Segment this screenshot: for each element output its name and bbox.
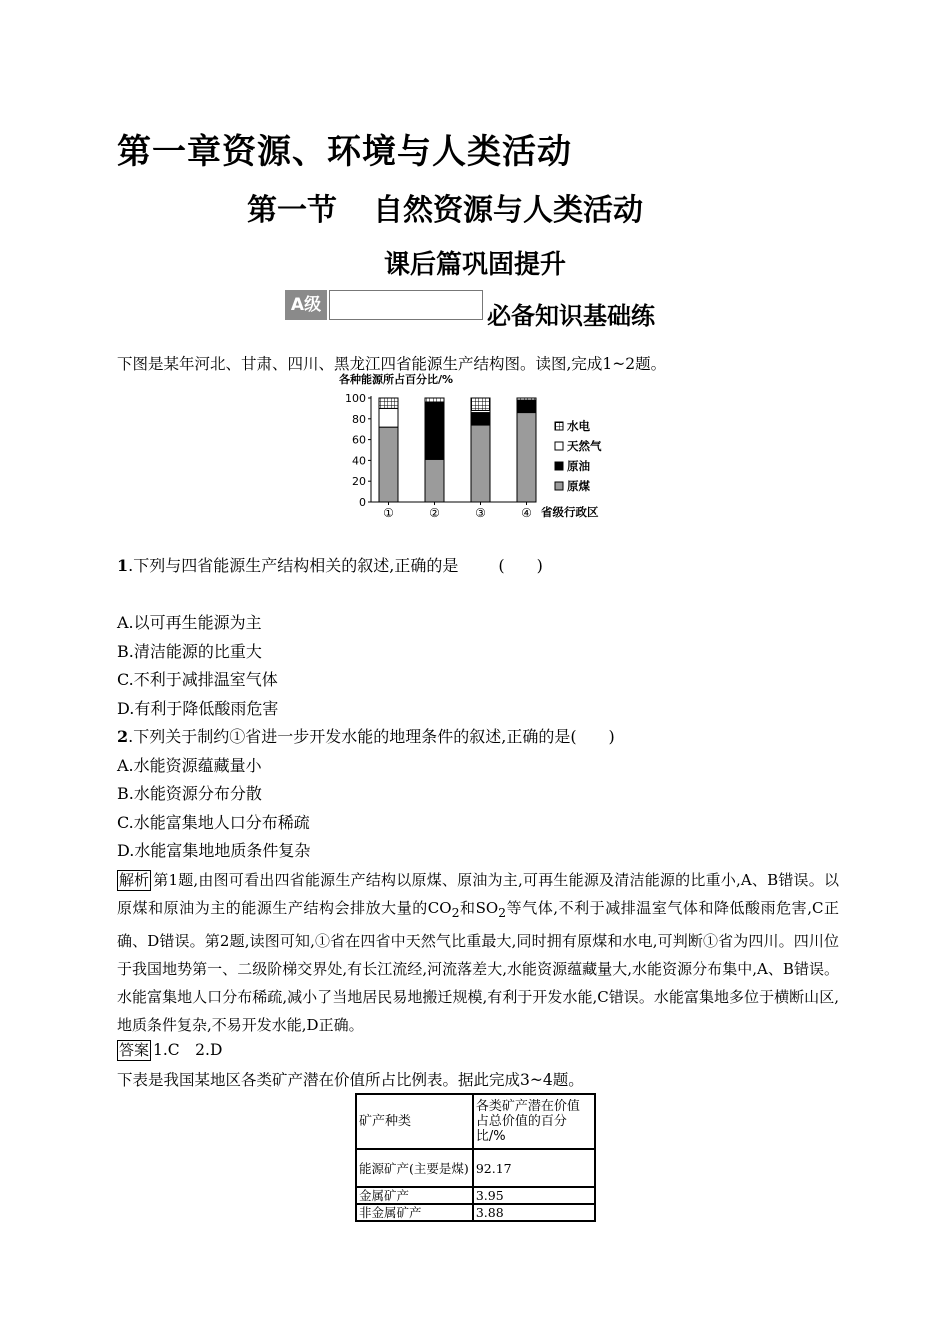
section-name: 自然资源与人类活动 — [373, 193, 643, 228]
level-badge: A级 — [285, 290, 327, 320]
bar-segment — [379, 427, 398, 502]
table-cell: 金属矿产 — [356, 1187, 473, 1204]
legend-label: 原煤 — [567, 479, 590, 493]
legend-label: 水电 — [567, 419, 590, 433]
table-cell: 92.17 — [473, 1149, 595, 1187]
table-row — [356, 1187, 595, 1204]
x-tick-label: ② — [429, 506, 440, 520]
table-row — [356, 1204, 595, 1221]
legend-label: 原油 — [567, 459, 590, 473]
table-header-cell: 各类矿产潜在价值占总价值的百分比/% — [473, 1094, 595, 1149]
legend-label: 天然气 — [567, 439, 602, 453]
answer-text: 1.C 2.D — [153, 1041, 223, 1059]
table-row — [356, 1149, 595, 1187]
analysis-sub-2: 2 — [498, 905, 507, 920]
analysis-text-3: 等气体,不利于减排温室气体和降低酸雨危害,C正确、D错误。第2题,读图可知,①省在四省中天然气比重最大,同时拥有原煤和水电,可判断①省为四川。四川位于我国地势第一、二级阶梯交界处,有长江流经,河流落差大,水能资源蕴藏量大,水能资源分布集中,A、B错误。水能富集地人口分布稀疏,减小了当地居民易地搬迁规模,有利于开发水能,C错误。水能富集地多位于横断山区,地质条件复杂,不易开发水能,D正确。 — [117, 899, 839, 1034]
y-tick-label: 100 — [345, 392, 366, 405]
chart-xlabel: 省级行政区 — [541, 505, 599, 519]
legend-swatch — [555, 442, 563, 450]
x-tick-label: ③ — [475, 506, 486, 520]
question-1-number: 1 — [117, 556, 129, 575]
q1-option-c[interactable]: C.不利于减排温室气体 — [117, 670, 278, 689]
q1-option-a[interactable]: A.以可再生能源为主 — [117, 613, 262, 632]
x-tick-label: ④ — [521, 506, 532, 520]
table-cell: 非金属矿产 — [356, 1204, 473, 1221]
legend-swatch — [555, 482, 563, 490]
table-cell: 3.95 — [473, 1187, 595, 1204]
intro-text-2: 下表是我国某地区各类矿产潜在价值所占比例表。据此完成3~4题。 — [117, 1071, 584, 1089]
question-1 — [117, 553, 543, 576]
q2-option-b[interactable]: B.水能资源分布分散 — [117, 784, 262, 803]
analysis-text-1: 第1题,由图可看出四省能源生产结构以原煤、原油为主,可再生能源及清洁能源的比重小,A、B错误。以原煤和原油为主的能源生产结构会排放大量的CO — [117, 871, 839, 917]
bar-segment — [471, 413, 490, 425]
bar-segment — [425, 398, 444, 402]
level-blank-box — [329, 290, 483, 320]
analysis-tag: 解析 — [119, 871, 150, 889]
bar-segment — [517, 413, 536, 502]
table-cell: 能源矿产(主要是煤) — [356, 1149, 473, 1187]
legend-swatch — [555, 422, 563, 430]
analysis-block — [117, 866, 839, 1039]
level-title: 必备知识基础练 — [487, 302, 655, 330]
q1-option-b[interactable]: B.清洁能源的比重大 — [117, 642, 262, 661]
y-tick-label: 0 — [359, 496, 366, 509]
q2-option-a[interactable]: A.水能资源蕴藏量小 — [117, 756, 262, 775]
section-title — [247, 185, 643, 229]
q1-option-d[interactable]: D.有利于降低酸雨危害 — [117, 699, 279, 718]
energy-chart — [335, 370, 625, 522]
bar-segment — [425, 402, 444, 459]
bar-segment — [379, 408, 398, 427]
bar-segment — [517, 398, 536, 400]
table-header-cell: 矿产种类 — [356, 1094, 473, 1149]
table-header-row — [356, 1094, 595, 1149]
y-tick-label: 40 — [352, 454, 366, 468]
answer-line — [117, 1038, 222, 1061]
bar-segment — [379, 398, 398, 408]
table-cell: 3.88 — [473, 1204, 595, 1221]
analysis-sub-1: 2 — [451, 905, 460, 920]
section-number: 第一节 — [247, 193, 337, 228]
intro-text-1: 下图是某年河北、甘肃、四川、黑龙江四省能源生产结构图。读图,完成1~2题。 — [117, 355, 667, 373]
mineral-table — [355, 1093, 596, 1222]
bar-segment — [471, 425, 490, 502]
bar-segment — [425, 459, 444, 502]
y-tick-label: 60 — [352, 433, 366, 447]
chapter-title: 第一章资源、环境与人类活动 — [117, 132, 572, 172]
y-tick-label: 80 — [352, 412, 366, 426]
answer-tag: 答案 — [119, 1041, 150, 1059]
legend-swatch — [555, 462, 563, 470]
bar-segment — [471, 398, 490, 410]
q2-option-c[interactable]: C.水能富集地人口分布稀疏 — [117, 813, 310, 832]
question-2-number: 2 — [117, 727, 129, 746]
q2-option-d[interactable]: D.水能富集地地质条件复杂 — [117, 841, 311, 860]
chart-title: 各种能源所占百分比/% — [339, 373, 454, 386]
x-tick-label: ① — [383, 506, 394, 520]
subtitle: 课后篇巩固提升 — [383, 250, 566, 280]
bar-segment — [517, 400, 536, 412]
question-2-stem: .下列关于制约①省进一步开发水能的地理条件的叙述,正确的是( ) — [128, 727, 615, 746]
question-1-stem: .下列与四省能源生产结构相关的叙述,正确的是 — [128, 556, 459, 575]
question-1-bracket: ( ) — [498, 556, 543, 575]
analysis-text-2: 和SO — [459, 899, 499, 917]
y-tick-label: 20 — [352, 475, 366, 489]
question-2 — [117, 724, 615, 747]
